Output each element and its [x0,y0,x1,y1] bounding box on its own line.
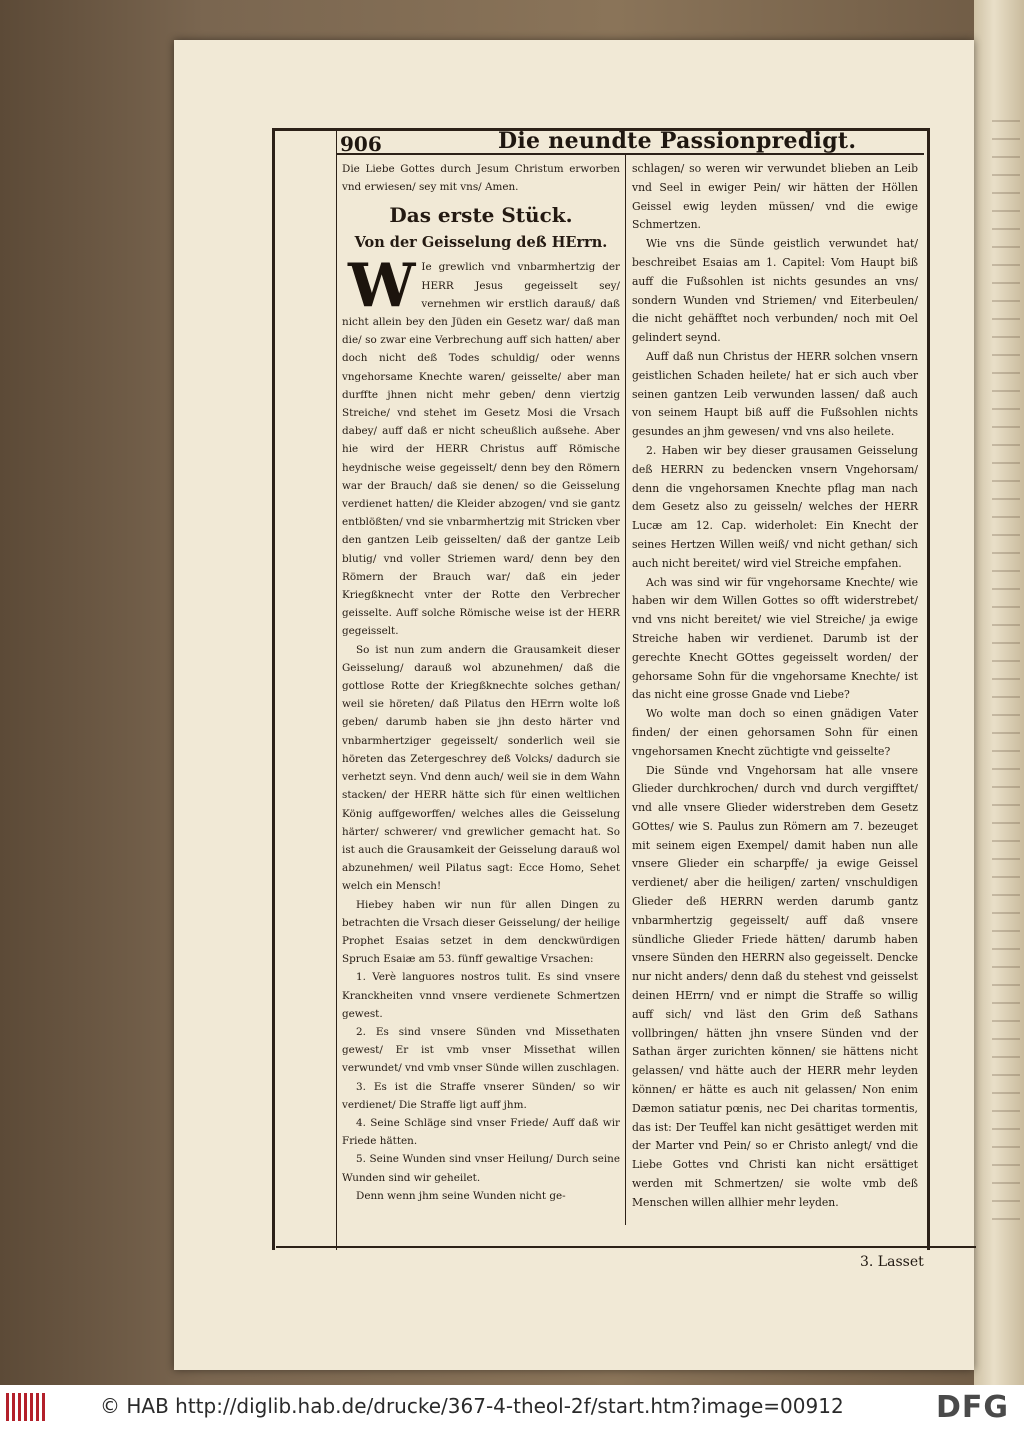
bottom-rule [276,1246,976,1248]
right-column [632,160,918,1213]
list-item: 4. Seine Schläge sind vnser Friede/ Auff daß wir Friede hätten. [342,1116,620,1148]
paragraph [342,251,620,640]
paragraph: schlagen/ so weren wir verwundet blieben an Leib vnd Seel in ewiger Pein/ wir hätten der Höllen Geissel ewig leyden müssen/ vnd die ewige Schmertzen. [632,162,918,232]
paragraph: Auff daß nun Christus der HERR solchen vnsern geistlichen Schaden heilete/ hat er sich auch vber seinen gantzen Leib verwunden lassen/ daß auch von seinem Haupt biß auff die Fußsohlen nichts gesundes an jhm gewesen/ vnd vns also heilete. [632,349,918,439]
bleed-through [992,120,1020,1220]
list-item: 2. Es sind vnsere Sünden vnd Missethaten gewest/ Er ist vmb vnser Missethat willen verwundet/ vnd vmb vnser Sünde willen zuschlagen. [342,1025,620,1075]
list-item: 5. Seine Wunden sind vnser Heilung/ Durch seine Wunden sind wir geheilet. [342,1153,620,1184]
page-number: 906 [340,132,382,156]
left-column [342,160,620,1205]
paragraph: Wie vns die Sünde geistlich verwundet hat/ beschreibet Esaias am 1. Capitel: Vom Haupt biß auff die Fußsohlen ist nichts gesundes an vns/ sondern Wunden vnd Striemen/ vnd Eiterbeulen/ die nicht gehäfftet noch verbunden/ noch mit Oel gelindert seynd. [632,237,918,345]
source-credit-link[interactable]: © HAB http://diglib.hab.de/drucke/367-4-theol-2f/start.htm?image=00912 [100,1394,844,1418]
next-leaf-edge [974,0,1024,1385]
section-subtitle: Von der Geisselung deß HErrn. [354,234,608,252]
paragraph: Denn wenn jhm seine Wunden nicht ge- [356,1189,566,1202]
catchword: 3. Lasset [860,1254,924,1270]
footer-bar [0,1385,1024,1429]
intro-paragraph: Die Liebe Gottes durch Jesum Christum erworben vnd erwiesen/ sey mit vns/ Amen. [342,163,620,194]
paragraph: Ach was sind wir für vngehorsame Knechte/ wie haben wir dem Willen Gottes so offt widerstrebet/ vnd vns nicht bereitet/ wie viel Streiche/ ja ewige Streiche haben wir verdienet. Darumb ist der gerechte Knecht GOttes gegeisselt worden/ der gehorsame Sohn für die vngehorsame Knechte/ ist das nicht eine grosse Gnade vnd Liebe? [632,575,918,702]
running-title: Die neundte Passionpredigt. [498,128,857,154]
list-item: 3. Es ist die Straffe vnserer Sünden/ so wir verdienet/ Die Straffe ligt auff jhm. [342,1080,620,1111]
paragraph: Wo wolte man doch so einen gnädigen Vater finden/ der einen gehorsamen Sohn für einen vngehorsamen Knecht züchtigte vnd geisselte? [632,707,918,758]
paragraph: Die Sünde vnd Vngehorsam hat alle vnsere Glieder durchkrochen/ durch vnd durch vergifftet/ vnd alle vnsere Glieder widerstreben dem Gesetz GOttes/ wie S. Paulus zun Römern am 7. bezeuget mit seinem eigen Exempel/ damit haben nun alle vnsere Glieder ein scharpffe/ ja ewige Geissel verdienet/ aber die heiligen/ zarten/ vnschuldigen Glieder deß HERRN werden darumb gantz vnbarmhertzig gegeisselt/ auff daß vnsere sündliche Glieder Friede hätten/ darumb haben vnsere Sünden den HERRN also gegeisselt. Dencke nur nicht anders/ denn daß du stehest vnd geisselst deinen HErrn/ vnd er nimpt die Straffe so willig auff sich/ vnd läst den Grim deß Sathans vollbringen/ hätten jhn vnsere Sünden vnd der Sathan ärger zurichten können/ sie hättens nicht gelassen/ vnd hätte auch der HERR mehr leyden können/ er hätte es auch nit gelassen/ Non enim Dæmon satiatur pœnis, nec Dei charitas tormentis, das ist: Der Teuffel kan nicht gesättiget werden mit der Marter vnd Pein/ so er Christo anlegt/ vnd die Liebe Gottes vnd Christi kan nicht ersättiget werden mit Schmertzen/ sie wolte vmb deß Menschen willen allhier mehr leyden. [632,763,918,1209]
paragraph: Hiebey haben wir nun für allen Dingen zu betrachten die Vrsach dieser Geisselung/ der heilige Prophet Esaias setzet in dem denckwürdigen Spruch Esaiæ am 53. fünff gewaltige Vrsachen: [342,898,620,966]
list-item: 1. Verè languores nostros tulit. Es sind vnsere Kranckheiten vnnd vnsere verdienete Schmertzen gewest. [342,971,620,1020]
dfg-logo: DFG [936,1390,1010,1425]
paragraph: 2. Haben wir bey dieser grausamen Geisselung deß HERRN zu bedencken vnsern Vngehorsam/ denn die vngehorsamen Knechte pflag man nach dem Gesetz also zu geisseln/ welches der HERR Lucæ am 12. Cap. widerholet: Ein Knecht der seines Hertzen Willen weiß/ vnd nicht gethan/ sich auch nicht bereitet/ wird viel Streiche empfahen. [632,443,918,570]
section-title: Das erste Stück. [389,203,573,228]
drop-cap: W [348,251,416,322]
inner-margin-rule [336,128,337,1250]
paragraph-text: Ie grewlich vnd vnbarmhertzig der HERR Jesus gegeisselt sey/ vernehmen wir erstlich darauß/ daß nicht allein bey den Jüden ein Gesetz war/ daß man die/ so zwar eine Verbrechung auff sich hatten/ aber doch nicht deß Todes schuldig/ oder wenns vngehorsame Knechte waren/ geisselte/ aber man durffte jhnen nicht mehr geben/ denn viertzig Streiche/ vnd stehet im Gesetz Mosi die Vrsach dabey/ auff daß er nicht scheußlich außsehe. Aber hie wird der HERR Christus auff Römische heydnische weise gegeisselt/ denn bey den Römern war der Brauch/ daß sie denen/ so die Geisselung verdienet hatten/ die Kleider abzogen/ vnd sie gantz entblößten/ vnd sie vnbarmhertzig mit Stricken vber den gantzen Leib geisselten/ daß der gantze Leib blutig/ vnd voller Striemen ward/ denn bey den Römern der Brauch war/ daß ein jeder Kriegßknecht vnter der Rotte den Verbrecher geisselte. Auff solche Römische weise ist der HERR gegeisselt. [342,261,620,638]
paragraph: So ist nun zum andern die Grausamkeit dieser Geisselung/ darauß wol abzunehmen/ daß die gottlose Rotte der Kriegßknechte solches gethan/ weil sie höreten/ daß Pilatus den HErrn wolte loß geben/ darumb haben sie jhn desto härter vnd vnbarmhertziger gegeisselt/ sonderlich weil sie höreten das Zetergeschrey deß Volcks/ dadurch sie verhetzt seyn. Vnd denn auch/ weil sie in dem Wahn stacken/ der HERR hätte sich für einen weltlichen König auffgeworffen/ welches alles die Geisselung härter/ schwerer/ vnd grewlicher gemacht hat. So ist auch die Grausamkeit der Geisselung darauß wol abzunehmen/ weil Pilatus sagt: Ecce Homo, Sehet welch ein Mensch! [342,643,620,893]
hab-logo-icon [6,1393,46,1421]
column-divider [625,153,626,1225]
